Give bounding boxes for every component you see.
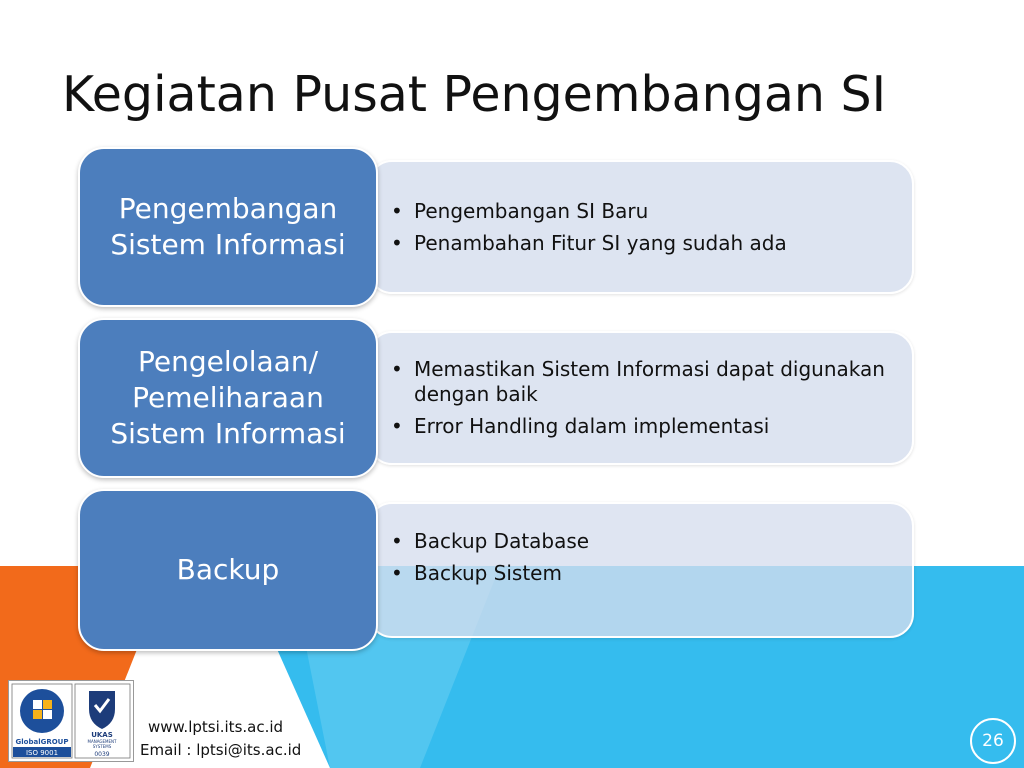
label-box	[78, 318, 378, 478]
svg-text:UKAS: UKAS	[91, 731, 113, 739]
bullet-icon: •	[391, 198, 403, 223]
list-item: • Pengembangan SI Baru	[391, 198, 649, 223]
bullet-icon: •	[391, 357, 403, 381]
slide-title: Kegiatan Pusat Pengembangan SI	[62, 66, 887, 123]
label-text: Pengelolaan/ Pemeliharaan Sistem Informasi	[110, 345, 346, 450]
content-box	[368, 502, 914, 638]
row-pengembangan	[78, 147, 914, 307]
list-item: • Backup Database	[391, 528, 590, 553]
list-item: • Error Handling dalam implementasi	[391, 414, 770, 438]
label-text: Backup	[176, 553, 280, 586]
content-box	[368, 160, 914, 294]
certification-logos	[8, 680, 134, 762]
row-backup	[78, 489, 914, 651]
footer-email: Email : lptsi@its.ac.id	[140, 741, 302, 759]
bullet-list	[388, 192, 787, 263]
row-pengelolaan	[78, 318, 914, 478]
bullet-list	[388, 522, 589, 593]
svg-text:0039: 0039	[94, 751, 110, 758]
svg-text:ISO 9001: ISO 9001	[25, 749, 59, 757]
label-text: Pengembangan Sistem Informasi	[110, 192, 346, 261]
content-box	[368, 331, 914, 465]
list-item: • Backup Sistem	[391, 560, 562, 585]
bullet-icon: •	[391, 230, 403, 255]
list-item: • Memastikan Sistem Informasi dapat digunakan dengan baik	[391, 357, 885, 406]
bullet-icon: •	[391, 528, 403, 553]
bullet-icon: •	[391, 560, 403, 585]
certification-logo-art	[9, 681, 133, 761]
page-number: 26	[970, 718, 1016, 764]
svg-text:GlobalGROUP: GlobalGROUP	[15, 738, 69, 746]
label-box	[78, 489, 378, 651]
svg-text:MANAGEMENT: MANAGEMENT	[87, 739, 117, 744]
list-item: • Penambahan Fitur SI yang sudah ada	[391, 230, 787, 255]
bullet-icon: •	[391, 414, 403, 438]
bullet-list	[388, 350, 892, 446]
footer-website: www.lptsi.its.ac.id	[148, 718, 284, 736]
svg-text:SYSTEMS: SYSTEMS	[92, 744, 112, 749]
label-box	[78, 147, 378, 307]
